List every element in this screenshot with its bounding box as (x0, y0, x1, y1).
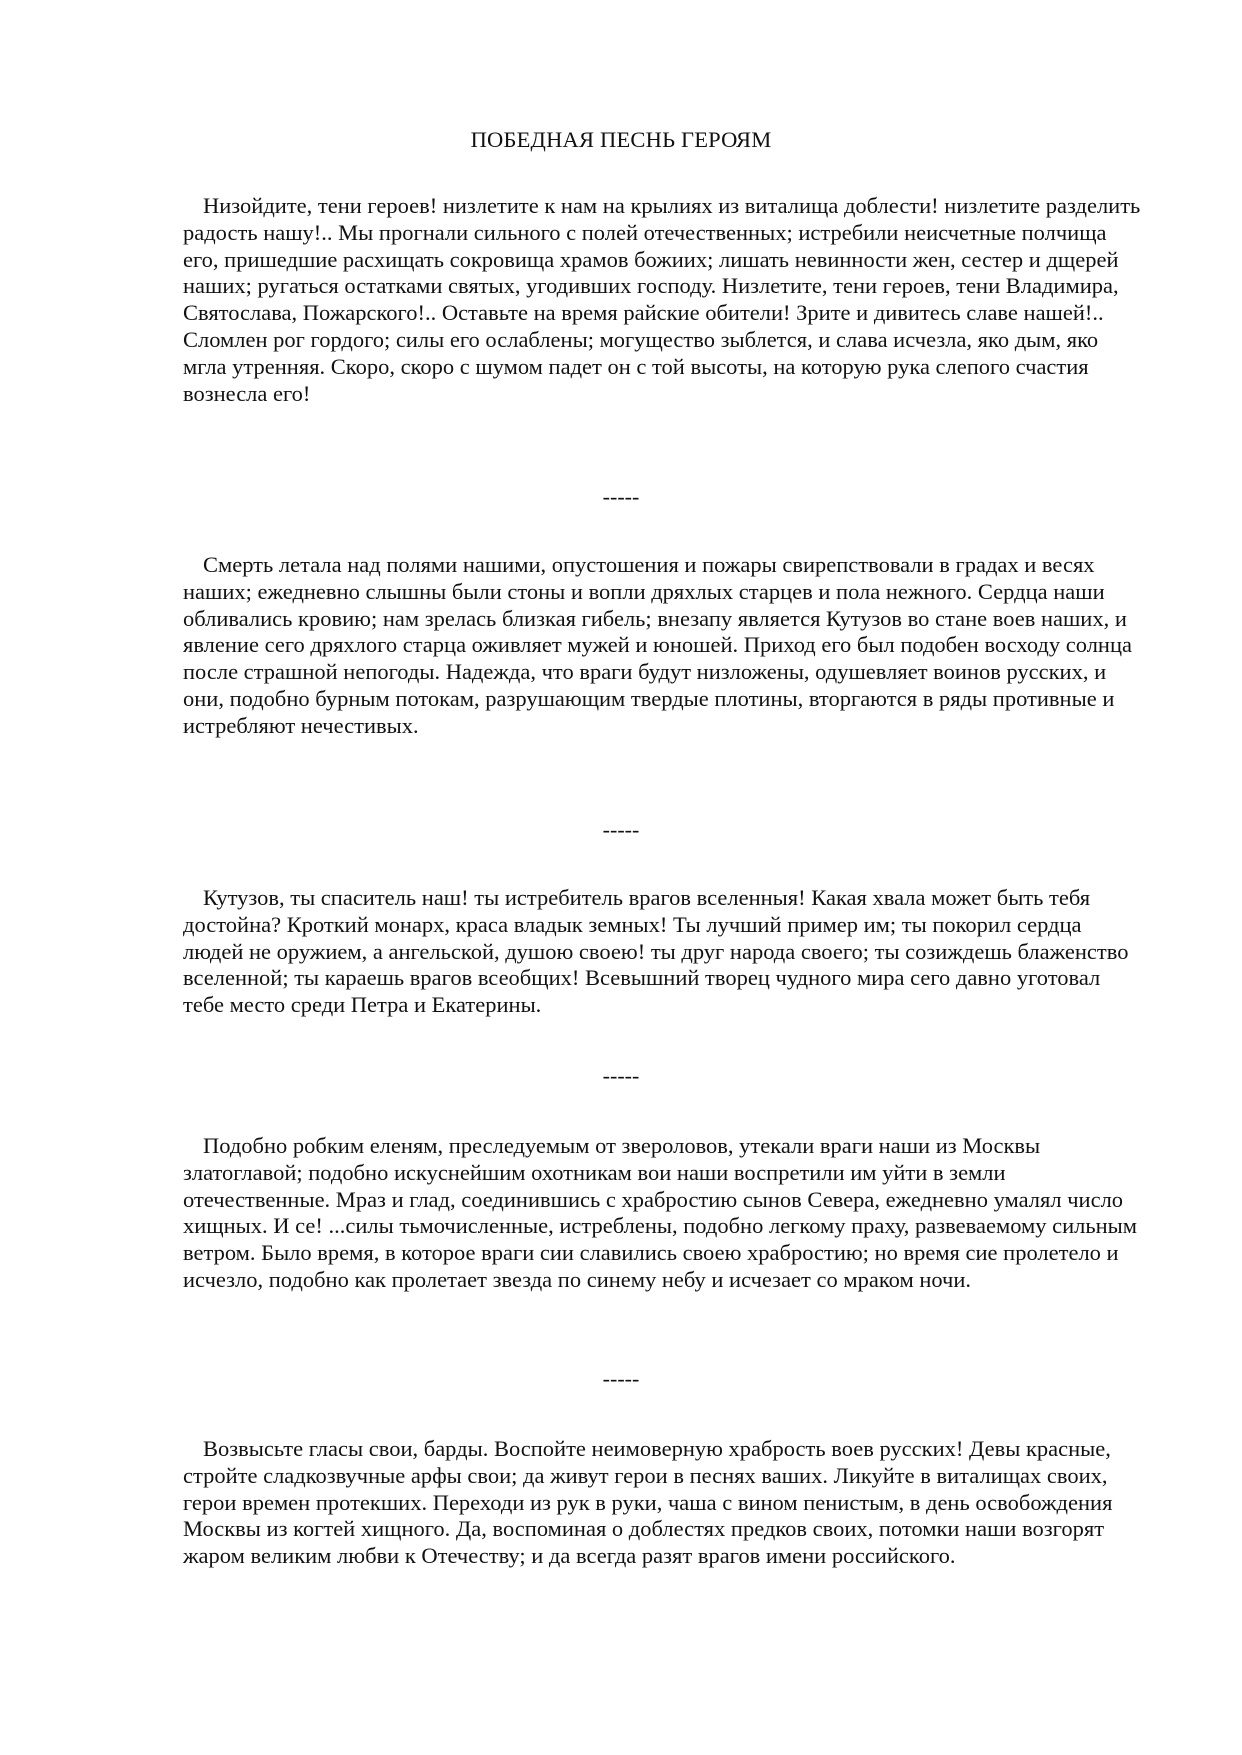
section-separator-3: ----- (602, 1063, 640, 1088)
section-separator-2: ----- (602, 817, 640, 842)
section-separator-1: ----- (602, 484, 640, 509)
paragraph-5: Возвысьте гласы свои, барды. Воспойте неимоверную храбрость воев русских! Девы красные, стройте сладкозвучные арфы свои; да живут герои в песнях ваших. Ликуйте в виталищах своих, герои времен протекших. Переходи из рук в руки, чаша с вином пенистым, в день освобождения Москвы из когтей хищного. Да, воспоминая о доблестях предков своих, потомки наши возгорят жаром великим любви к Отечеству; и да всегда разят врагов имени российского. (183, 1436, 1113, 1569)
paragraph-3: Кутузов, ты спаситель наш! ты истребитель врагов вселенныя! Какая хвала может быть тебя достойна? Кроткий монарх, краса владык земных! Ты лучший пример им; ты покорил сердца людей не оружием, а ангельской, душою своею! ты друг народа своего; ты созиждешь блаженство вселенной; ты караешь врагов всеобщих! Всевышний творец чудного мира сего давно уготовал тебе место среди Петра и Екатерины. (183, 885, 1129, 1018)
paragraph-1: Низойдите, тени героев! низлетите к нам на крылиях из виталища доблести! низлетите разделить радость нашу!.. Мы прогнали сильного с полей отечественных; истребили неисчетные полчища его, пришедшие расхищать сокровища храмов божиих; лишать невинности жен, сестер и дщерей наших; ругаться остатками святых, угодивших господу. Низлетите, тени героев, тени Владимира, Святослава, Пожарского!.. Оставьте на время райские обители! Зрите и дивитесь славе нашей!.. Сломлен рог гордого; силы его ослаблены; могущество зыблется, и слава исчезла, яко дым, яко мгла утренняя. Скоро, скоро с шумом падет он с той высоты, на которую рука слепого счастия вознесла его! (183, 193, 1141, 406)
paragraph-2: Смерть летала над полями нашими, опустошения и пожары свирепствовали в градах и весях наших; ежедневно слышны были стоны и вопли дряхлых старцев и пола нежного. Сердца наши обливались кровию; нам зрелась близкая гибель; внезапу является Кутузов во стане воев наших, и явление сего дряхлого старца оживляет мужей и юношей. Приход его был подобен восходу солнца после страшной непогоды. Надежда, что враги будут низложены, одушевляет воинов русских, и они, подобно бурным потокам, разрушающим твердые плотины, вторгаются в ряды противные и истребляют нечестивых. (183, 552, 1132, 738)
section-separator-4: ----- (602, 1366, 640, 1391)
document-title: ПОБЕДНАЯ ПЕСНЬ ГЕРОЯМ (470, 127, 772, 152)
paragraph-4: Подобно робким еленям, преследуемым от звероловов, утекали враги наши из Москвы златоглавой; подобно искуснейшим охотникам вои наши воспретили им уйти в земли отечественные. Мраз и глад, соединившись с храбростию сынов Севера, ежедневно умалял число хищных. И се! ...силы тьмочисленные, истреблены, подобно легкому праху, развеваемому сильным ветром. Было время, в которое враги сии славились своею храбростию; но время сие пролетело и исчезло, подобно как пролетает звезда по синему небу и исчезает со мраком ночи. (183, 1133, 1138, 1292)
